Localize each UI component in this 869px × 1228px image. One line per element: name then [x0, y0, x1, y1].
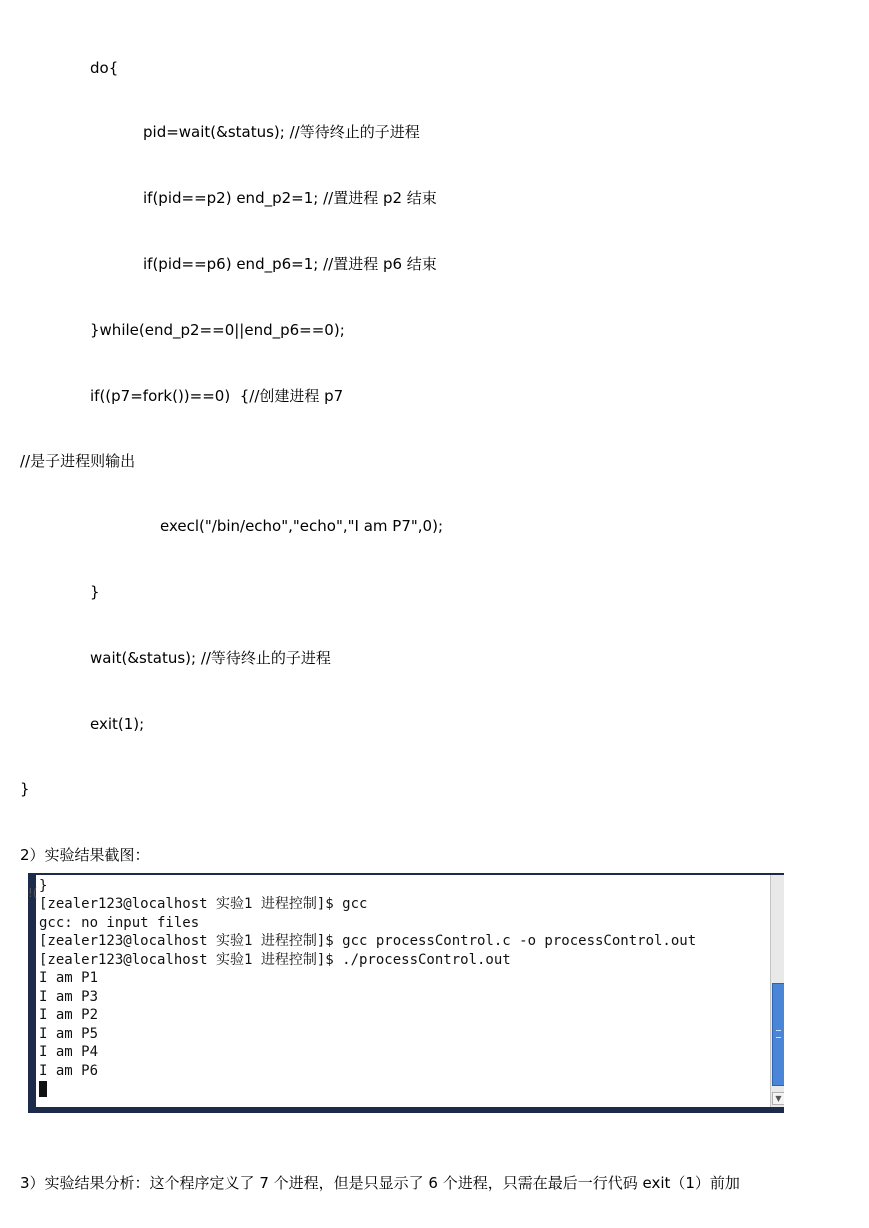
terminal-line: [zealer123@localhost 实验1 进程控制]$ gcc	[39, 896, 368, 912]
terminal-line: I am P4	[39, 1044, 99, 1060]
terminal-line: }	[39, 878, 48, 894]
code-line: exit(1);	[90, 715, 145, 733]
terminal-screenshot	[28, 873, 784, 1113]
terminal-cursor	[39, 1081, 47, 1097]
code-line: if(pid==p2) end_p2=1; //置进程 p2 结束	[143, 189, 437, 207]
grip-icon	[776, 1030, 781, 1038]
terminal-line: I am P3	[39, 989, 99, 1005]
terminal-line: I am P6	[39, 1063, 99, 1079]
scrollbar-thumb[interactable]	[772, 983, 784, 1086]
code-line: }	[90, 583, 100, 601]
terminal-line: [zealer123@localhost 实验1 进程控制]$ ./processControl.out	[39, 952, 511, 968]
code-line: wait(&status); //等待终止的子进程	[90, 649, 331, 667]
code-line: pid=wait(&status); //等待终止的子进程	[143, 123, 420, 141]
terminal-line: gcc: no input files	[39, 915, 200, 931]
window-edge-fragment: !(	[28, 886, 38, 900]
code-line: if((p7=fork())==0) {//创建进程 p7	[90, 387, 344, 405]
section-heading: 2）实验结果截图：	[20, 846, 150, 864]
terminal-line: I am P2	[39, 1007, 99, 1023]
terminal-line: I am P1	[39, 970, 99, 986]
code-line: }while(end_p2==0||end_p6==0);	[90, 321, 345, 339]
terminal-scrollbar[interactable]	[770, 875, 784, 1107]
analysis-paragraph: 3）实验结果分析：这个程序定义了 7 个进程，但是只显示了 6 个进程，只需在最后一行代码 exit（1）前加	[20, 1174, 740, 1192]
terminal-cursor-line	[39, 1080, 47, 1099]
code-line: //是子进程则输出	[20, 452, 136, 470]
terminal-line: I am P5	[39, 1026, 99, 1042]
code-line: execl("/bin/echo","echo","I am P7",0);	[160, 517, 444, 535]
chevron-down-icon[interactable]: ▼	[772, 1092, 784, 1105]
terminal-line: [zealer123@localhost 实验1 进程控制]$ gcc processControl.c -o processControl.out	[39, 933, 697, 949]
code-line: if(pid==p6) end_p6=1; //置进程 p6 结束	[143, 255, 437, 273]
terminal-output[interactable]	[36, 875, 770, 1107]
code-line: }	[20, 780, 30, 798]
code-line: do{	[90, 59, 119, 77]
